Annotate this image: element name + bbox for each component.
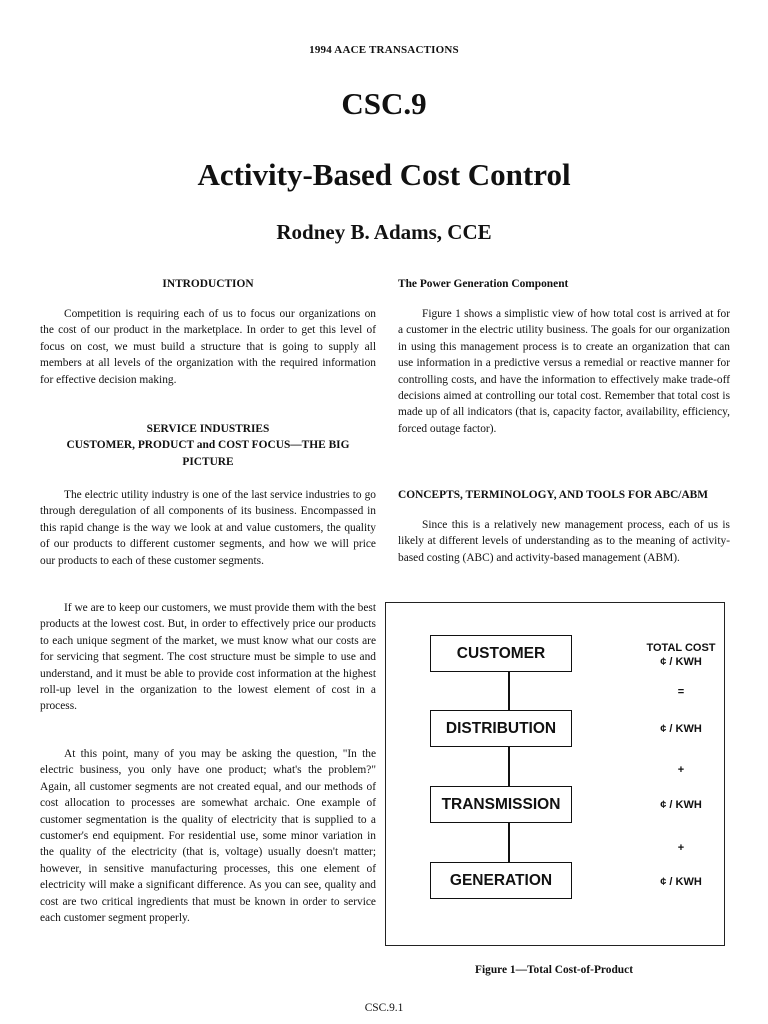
paragraph-text: Since this is a relatively new management process, each of us is likely at different levels of understanding as to the meaning of activity-based costing (ABC) and activity-based management (ABM). bbox=[398, 519, 730, 564]
introduction-paragraph bbox=[40, 306, 376, 388]
service-paragraph-2 bbox=[40, 600, 376, 715]
paragraph-text: Competition is requiring each of us to focus our organizations on the cost of our product in the marketplace. In order to get this level of focus on cost, we must build a structure that is going to supply all members at all levels of the organization with the required information for effective decision making. bbox=[40, 308, 376, 386]
figure-caption: Figure 1—Total Cost-of-Product bbox=[475, 964, 633, 976]
paragraph-text: At this point, many of you may be asking the question, "In the electric business, you only have one product; what's the problem?" Again, all customer segments are not created equal, and our methods of cost allocation to processes are somewhat archaic. One example of customer segmentation is the quality of electricity that is supplied to a customer's end equipment. For residential use, some minor variation in the quality of the electricity (that is, voltage) usually doesn't matter; however, in sensitive manufacturing processes, this one element of electricity will make a significant difference. As you can see, quality and cost are two critical ingredients that must be known in order to service each customer segment properly. bbox=[40, 748, 376, 925]
transmission-box: TRANSMISSION bbox=[430, 786, 572, 823]
service-paragraph-1 bbox=[40, 487, 376, 569]
unit-label: ¢ / KWH bbox=[660, 656, 702, 668]
equals-sign: = bbox=[677, 686, 685, 698]
unit-label: ¢ / KWH bbox=[660, 723, 702, 735]
generation-box: GENERATION bbox=[430, 862, 572, 899]
total-cost-figure bbox=[385, 602, 725, 946]
power-generation-heading: The Power Generation Component bbox=[398, 278, 569, 290]
connector-line bbox=[508, 672, 510, 710]
heading-line-2: CUSTOMER, PRODUCT and COST FOCUS—THE BIG PICTURE bbox=[66, 439, 350, 468]
paragraph-text: The electric utility industry is one of the last service industries to go through deregulation of all components of its business. Encompassed in this rapid change is the way we look at and value customers, the quality of our products to different customer segments, and how we will price our products to each of these customer segments. bbox=[40, 489, 376, 567]
concepts-heading: CONCEPTS, TERMINOLOGY, AND TOOLS FOR ABC/ABM bbox=[398, 489, 709, 501]
connector-line bbox=[508, 747, 510, 786]
transactions-header: 1994 AACE TRANSACTIONS bbox=[309, 44, 459, 56]
author-name: Rodney B. Adams, CCE bbox=[276, 220, 492, 244]
total-cost-label: TOTAL COST bbox=[646, 642, 716, 654]
paragraph-text: If we are to keep our customers, we must provide them with the best products at the lowest cost. But, in order to effectively price our products to each unique segment of the market, we must know what our costs are for servicing that segment. The cost structure must be simple to use and understand, and it must be able to provide cost information at the highest roll-up level in the organization to the lowest element of cost in a process. bbox=[40, 602, 376, 713]
concepts-paragraph bbox=[398, 517, 730, 566]
paper-id: CSC.9 bbox=[341, 86, 427, 121]
service-paragraph-3 bbox=[40, 746, 376, 926]
connector-line bbox=[508, 823, 510, 862]
introduction-heading: INTRODUCTION bbox=[162, 278, 254, 290]
unit-label: ¢ / KWH bbox=[660, 876, 702, 888]
heading-line-1: SERVICE INDUSTRIES bbox=[146, 423, 270, 435]
plus-sign: + bbox=[677, 842, 685, 854]
service-industries-heading bbox=[40, 421, 376, 470]
unit-label: ¢ / KWH bbox=[660, 799, 702, 811]
power-generation-paragraph bbox=[398, 306, 730, 437]
distribution-box: DISTRIBUTION bbox=[430, 710, 572, 747]
paragraph-text: Figure 1 shows a simplistic view of how total cost is arrived at for a customer in the electric utility business. The goals for our organization in using this management process is to create an organization that can use information in a predictive versus a remedial or reactive manner for controlling costs, and have the information to effectively make trade-off decisions aimed at controlling our total cost. Remember that total cost is made up of all indicators (that is, capacity factor, availability, efficiency, forced outage factor). bbox=[398, 308, 730, 435]
paper-title: Activity-Based Cost Control bbox=[197, 157, 571, 192]
plus-sign: + bbox=[677, 764, 685, 776]
page-number: CSC.9.1 bbox=[364, 1002, 404, 1014]
customer-box: CUSTOMER bbox=[430, 635, 572, 672]
